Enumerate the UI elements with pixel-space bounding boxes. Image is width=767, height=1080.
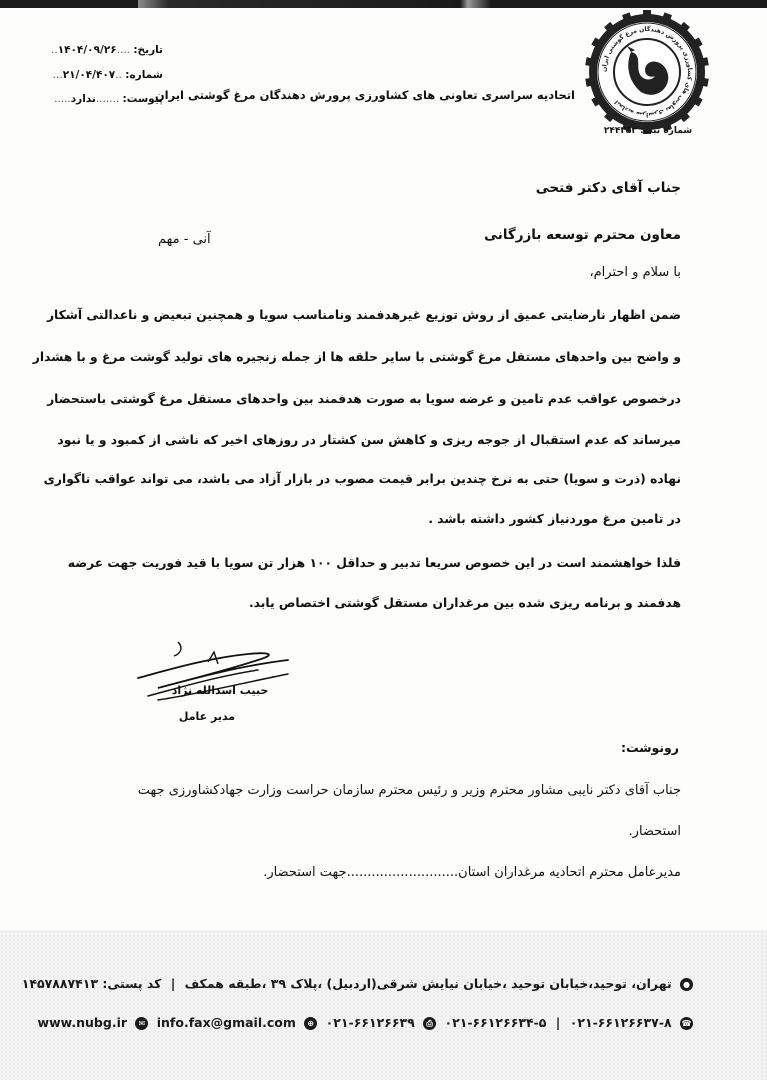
cc-line-2-prefix: مدیرعامل محترم اتحادیه مرغداران استان bbox=[458, 865, 681, 880]
recipient-name: جناب آقای دکتر فتحی bbox=[535, 180, 681, 196]
body-line: در تامین مرغ موردنیاز کشور داشته باشد . bbox=[428, 512, 681, 526]
cc-line-2-suffix: جهت استحضار. bbox=[263, 865, 347, 880]
phone-icon: ☎ bbox=[681, 1019, 692, 1028]
footer-postal-label: کد پستی: bbox=[102, 976, 162, 991]
urgency-mark: آنی - مهم bbox=[158, 232, 211, 247]
greeting: با سلام و احترام، bbox=[589, 265, 681, 280]
cc-line-1b: استحضار. bbox=[628, 824, 681, 839]
footer-phone: ۰۲۱-۶۶۱۲۶۶۳۷-۸ bbox=[569, 1015, 672, 1030]
date-row: تاریخ: ....۱۴۰۴/۰۹/۲۶.. bbox=[51, 44, 163, 56]
cc-title: رونوشت: bbox=[620, 740, 679, 755]
scan-top-edge bbox=[0, 0, 767, 8]
cc-line-2 bbox=[263, 865, 681, 880]
body-line: درخصوص عواقب عدم تامین و عرضه سویا به صورت هدفمند بین واحدهای مستقل مرغ گوشتی باستحضار bbox=[47, 392, 681, 406]
union-logo-icon bbox=[585, 10, 709, 134]
date-value: ۱۴۰۴/۰۹/۲۶ bbox=[57, 44, 117, 56]
footer-address: تهران، توحید،خیابان توحید ،خیابان نیایش شرقی(اردبیل) ،پلاک ۳۹ ،طبقه همکف bbox=[184, 976, 672, 991]
footer-address-row bbox=[22, 976, 697, 991]
footer-email[interactable]: info.fax@gmail.com bbox=[156, 1015, 296, 1030]
request-line: هدفمند و برنامه ریزی شده بین مرغداران مستقل گوشتی اختصاص یابد. bbox=[248, 596, 681, 610]
footer-postal-code: ۱۴۵۷۸۸۷۴۱۳ bbox=[21, 976, 98, 991]
logo-ring-text: اتحادیه سراسری تعاونی های کشاورزی پرورش دهندگان مرغ گوشتی ایران bbox=[600, 25, 694, 119]
number-value: ۲۱/۰۴/۴۰۷ bbox=[62, 69, 116, 81]
cc-line-1: جناب آقای دکتر نایبی مشاور محترم وزیر و رئیس محترم سازمان حراست وزارت جهادکشاورزی جهت bbox=[137, 783, 681, 798]
signer-title: مدیر عامل bbox=[178, 710, 236, 723]
footer-divider: | bbox=[555, 1015, 561, 1030]
date-label: تاریخ: bbox=[133, 44, 163, 56]
signer-name: حبیب اسدالله نژاد bbox=[171, 684, 269, 697]
number-row: شماره: ..۲۱/۰۴/۴۰۷... bbox=[52, 69, 163, 81]
number-label: شماره: bbox=[125, 69, 163, 81]
body-line: ضمن اظهار نارضایتی عمیق از روش توزیع غیرهدفمند ونامناسب سویا و همچنین تبعیض و ناعدالتی آشکار bbox=[46, 308, 681, 322]
request-line: فلذا خواهشمند است در این خصوص سریعا تدبیر و حداقل ۱۰۰ هزار تن سویا با قید فوریت جهت عرضه bbox=[67, 556, 681, 570]
footer-website[interactable]: www.nubg.ir bbox=[37, 1015, 128, 1030]
body-line: و واضح بین واحدهای مستقل مرغ گوشتی با سایر حلقه ها از جمله زنجیره های تولید گوشت مرغ و با هشدار bbox=[32, 350, 681, 364]
attachment-label: پیوست: bbox=[122, 93, 163, 105]
attachment-value: ندارد bbox=[70, 93, 96, 105]
footer-contact-row bbox=[38, 1015, 697, 1030]
body-line: نهاده (ذرت و سویا) حتی به نرخ چندین برابر قیمت مصوب در بازار آزاد می باشد، می تواند عواقب ناگواری bbox=[43, 472, 681, 486]
footer-divider: | bbox=[170, 976, 176, 991]
attachment-row: پیوست: .......ندارد..... bbox=[54, 93, 163, 105]
mail-icon: ✉ bbox=[135, 1017, 148, 1030]
footer-phone-2: ۰۲۱-۶۶۱۲۶۶۳۴-۵ bbox=[444, 1015, 547, 1030]
registration-number: شماره ثبت: ۲۴۴۲۵۳ bbox=[603, 126, 693, 136]
organization-name: اتحادیه سراسری تعاونی های کشاورزی پرورش دهندگان مرغ گوشتی ایران bbox=[154, 88, 575, 102]
signature-icon bbox=[128, 640, 308, 710]
footer-band bbox=[0, 930, 767, 1080]
location-pin-icon: ● bbox=[680, 978, 693, 991]
footer-fax: ۰۲۱-۶۶۱۲۶۶۳۹ bbox=[325, 1015, 415, 1030]
recipient-title: معاون محترم توسعه بازرگانی bbox=[484, 227, 681, 243]
fax-icon: ⎙ bbox=[423, 1017, 436, 1030]
body-line: میرساند که عدم استقبال از جوجه ریزی و کاهش سن کشتار در روزهای اخیر که ناشی از کمبود و یا نبود bbox=[57, 433, 681, 447]
globe-icon: ⊕ bbox=[304, 1017, 317, 1030]
cc-line-2-dots: ........................... bbox=[346, 865, 459, 880]
